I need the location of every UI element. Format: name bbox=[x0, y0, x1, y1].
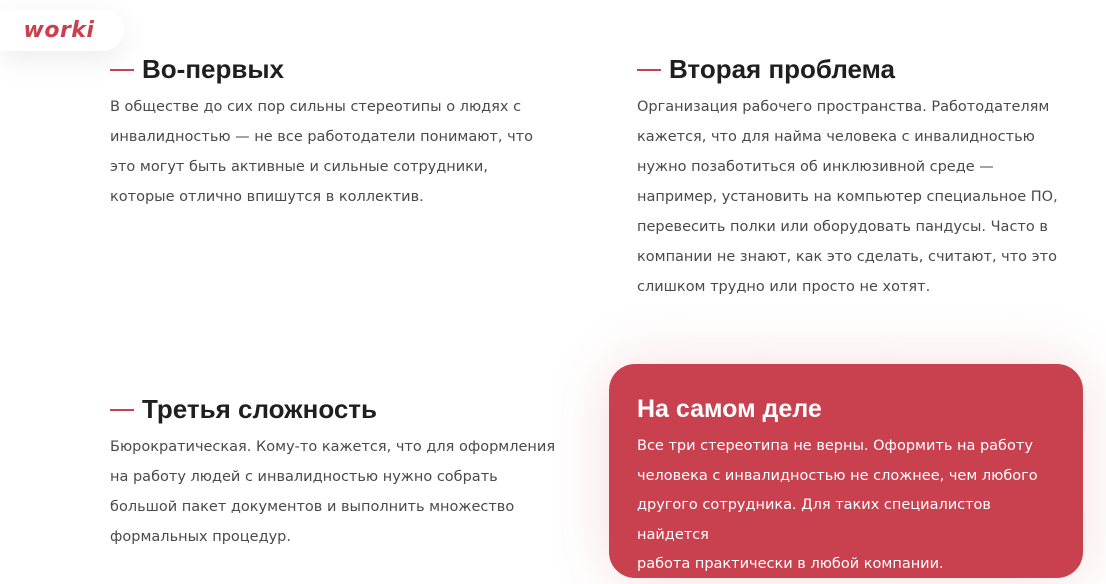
dash-marker bbox=[110, 409, 134, 411]
section-first bbox=[110, 54, 550, 212]
section-heading-text: Вторая проблема bbox=[669, 54, 895, 84]
section-text: Организация рабочего пространства. Работодателям кажется, что для найма человека с инвалидностью нужно позаботиться об инклюзивной среде — например, установить на компьютер специальное ПО, перевесить полки или оборудовать пандусы. Часто в компании не знают, как это сделать, считают, что это слишком трудно или просто не хотят. bbox=[637, 99, 1058, 295]
logo-badge[interactable] bbox=[0, 9, 124, 51]
section-text: Бюрократическая. Кому-то кажется, что для оформления на работу людей с инвалидностью нужно собрать большой пакет документов и выполнить множество формальных процедур. bbox=[110, 439, 556, 545]
section-text: В обществе до сих пор сильны стереотипы о людях с инвалидностью — не все работодатели понимают, что это могут быть активные и сильные сотрудники, которые отлично впишутся в коллектив. bbox=[110, 99, 533, 205]
dash-marker bbox=[110, 69, 134, 71]
card-text: Все три стереотипа не верны. Оформить на работу человека с инвалидностью не сложнее, чем любого другого сотрудника. Для таких специалистов найдется работа практически в любой компании. bbox=[637, 438, 1038, 572]
section-second bbox=[637, 54, 1077, 302]
section-heading bbox=[110, 394, 560, 424]
dash-marker bbox=[637, 69, 661, 71]
section-heading bbox=[110, 54, 550, 84]
highlight-card bbox=[609, 364, 1083, 578]
section-third bbox=[110, 394, 560, 552]
section-heading bbox=[637, 54, 1077, 84]
section-heading-text: Третья сложность bbox=[142, 394, 378, 424]
card-heading: На самом деле bbox=[637, 395, 822, 423]
section-heading-text: Во-первых bbox=[142, 54, 285, 84]
worki-logo[interactable]: worki bbox=[23, 17, 95, 43]
